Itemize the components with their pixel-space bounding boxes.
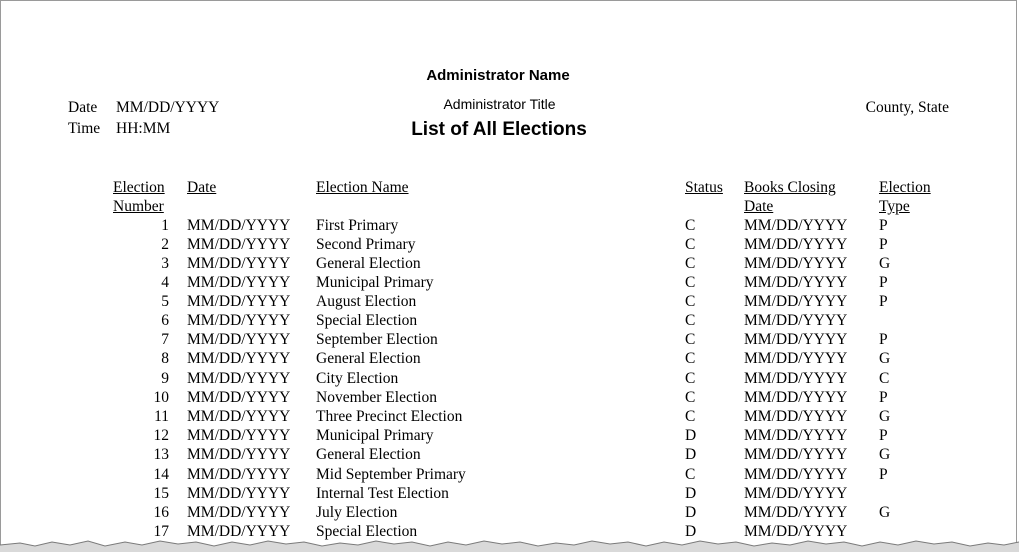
election-number: 7 bbox=[161, 331, 169, 348]
election-date: MM/DD/YYYY bbox=[187, 236, 291, 253]
election-name: Mid September Primary bbox=[316, 466, 466, 483]
election-number: 2 bbox=[161, 236, 169, 253]
column-header-election-number-line1: Election bbox=[113, 179, 165, 196]
books-closing-date: MM/DD/YYYY bbox=[744, 331, 848, 348]
election-status: C bbox=[685, 236, 696, 253]
books-closing-date: MM/DD/YYYY bbox=[744, 485, 848, 502]
election-name: Internal Test Election bbox=[316, 485, 449, 502]
column-header-election-name: Election Name bbox=[316, 179, 409, 196]
column-header-election-type-line1: Election bbox=[879, 179, 931, 196]
table-row bbox=[0, 407, 1019, 426]
table-row bbox=[0, 465, 1019, 484]
table-row bbox=[0, 503, 1019, 522]
election-name: General Election bbox=[316, 255, 421, 272]
election-status: C bbox=[685, 389, 696, 406]
table-row bbox=[0, 426, 1019, 445]
election-type: C bbox=[879, 370, 890, 387]
election-type: P bbox=[879, 217, 888, 234]
table-row bbox=[0, 254, 1019, 273]
election-number: 14 bbox=[153, 466, 169, 483]
election-date: MM/DD/YYYY bbox=[187, 427, 291, 444]
election-status: C bbox=[685, 312, 696, 329]
election-number: 3 bbox=[161, 255, 169, 272]
election-type: G bbox=[879, 504, 891, 521]
column-header-election-number-line2: Number bbox=[113, 198, 164, 215]
election-number: 16 bbox=[153, 504, 169, 521]
election-date: MM/DD/YYYY bbox=[187, 485, 291, 502]
election-status: D bbox=[685, 446, 697, 463]
election-number: 8 bbox=[161, 350, 169, 367]
election-status: D bbox=[685, 523, 697, 540]
administrator-name: Administrator Name bbox=[426, 67, 570, 84]
table-row bbox=[0, 484, 1019, 503]
election-date: MM/DD/YYYY bbox=[187, 350, 291, 367]
election-date: MM/DD/YYYY bbox=[187, 389, 291, 406]
books-closing-date: MM/DD/YYYY bbox=[744, 293, 848, 310]
election-name: Municipal Primary bbox=[316, 274, 434, 291]
column-header-books-closing-line2: Date bbox=[744, 198, 774, 215]
election-number: 13 bbox=[153, 446, 169, 463]
books-closing-date: MM/DD/YYYY bbox=[744, 389, 848, 406]
election-status: C bbox=[685, 370, 696, 387]
election-type: G bbox=[879, 408, 891, 425]
election-type: G bbox=[879, 350, 891, 367]
books-closing-date: MM/DD/YYYY bbox=[744, 255, 848, 272]
table-row bbox=[0, 330, 1019, 349]
election-status: C bbox=[685, 408, 696, 425]
election-name: November Election bbox=[316, 389, 437, 406]
table-row bbox=[0, 445, 1019, 464]
election-date: MM/DD/YYYY bbox=[187, 466, 291, 483]
election-status: D bbox=[685, 427, 697, 444]
books-closing-date: MM/DD/YYYY bbox=[744, 523, 848, 540]
books-closing-date: MM/DD/YYYY bbox=[744, 236, 848, 253]
election-date: MM/DD/YYYY bbox=[187, 255, 291, 272]
election-date: MM/DD/YYYY bbox=[187, 217, 291, 234]
election-status: C bbox=[685, 217, 696, 234]
date-label: Date bbox=[68, 99, 98, 116]
election-name: August Election bbox=[316, 293, 417, 310]
election-name: Special Election bbox=[316, 312, 418, 329]
table-row bbox=[0, 388, 1019, 407]
torn-edge-decoration bbox=[0, 536, 1019, 552]
election-status: D bbox=[685, 504, 697, 521]
election-name: City Election bbox=[316, 370, 399, 387]
election-type: P bbox=[879, 466, 888, 483]
election-name: Three Precinct Election bbox=[316, 408, 463, 425]
election-status: C bbox=[685, 255, 696, 272]
election-name: First Primary bbox=[316, 217, 399, 234]
election-number: 9 bbox=[161, 370, 169, 387]
date-value: MM/DD/YYYY bbox=[116, 99, 220, 116]
books-closing-date: MM/DD/YYYY bbox=[744, 217, 848, 234]
election-status: C bbox=[685, 274, 696, 291]
time-value: HH:MM bbox=[116, 120, 171, 137]
books-closing-date: MM/DD/YYYY bbox=[744, 408, 848, 425]
election-name: General Election bbox=[316, 446, 421, 463]
table-row bbox=[0, 292, 1019, 311]
table-row bbox=[0, 273, 1019, 292]
election-type: P bbox=[879, 331, 888, 348]
election-number: 10 bbox=[153, 389, 169, 406]
election-status: C bbox=[685, 331, 696, 348]
table-row bbox=[0, 216, 1019, 235]
table-row bbox=[0, 349, 1019, 368]
books-closing-date: MM/DD/YYYY bbox=[744, 466, 848, 483]
election-type: P bbox=[879, 236, 888, 253]
table-row bbox=[0, 235, 1019, 254]
election-number: 12 bbox=[153, 427, 169, 444]
election-status: C bbox=[685, 350, 696, 367]
election-date: MM/DD/YYYY bbox=[187, 293, 291, 310]
election-number: 1 bbox=[161, 217, 169, 234]
table-row bbox=[0, 311, 1019, 330]
election-type: G bbox=[879, 446, 891, 463]
election-date: MM/DD/YYYY bbox=[187, 408, 291, 425]
election-number: 4 bbox=[161, 274, 169, 291]
books-closing-date: MM/DD/YYYY bbox=[744, 274, 848, 291]
election-status: C bbox=[685, 293, 696, 310]
election-status: D bbox=[685, 485, 697, 502]
county-state: County, State bbox=[865, 99, 949, 116]
election-number: 6 bbox=[161, 312, 169, 329]
books-closing-date: MM/DD/YYYY bbox=[744, 504, 848, 521]
election-type: P bbox=[879, 293, 888, 310]
election-date: MM/DD/YYYY bbox=[187, 370, 291, 387]
election-date: MM/DD/YYYY bbox=[187, 312, 291, 329]
column-header-status: Status bbox=[685, 179, 723, 196]
column-header-books-closing-line1: Books Closing bbox=[744, 179, 836, 196]
election-name: September Election bbox=[316, 331, 438, 348]
election-name: Second Primary bbox=[316, 236, 416, 253]
election-name: July Election bbox=[316, 504, 398, 521]
administrator-title: Administrator Title bbox=[443, 96, 556, 112]
books-closing-date: MM/DD/YYYY bbox=[744, 312, 848, 329]
election-name: Municipal Primary bbox=[316, 427, 434, 444]
election-type: P bbox=[879, 274, 888, 291]
column-header-election-type-line2: Type bbox=[879, 198, 910, 215]
time-label: Time bbox=[68, 120, 101, 137]
report-title: List of All Elections bbox=[411, 119, 587, 140]
election-number: 17 bbox=[153, 523, 169, 540]
books-closing-date: MM/DD/YYYY bbox=[744, 370, 848, 387]
election-status: C bbox=[685, 466, 696, 483]
election-date: MM/DD/YYYY bbox=[187, 523, 291, 540]
column-header-date: Date bbox=[187, 179, 217, 196]
election-type: G bbox=[879, 255, 891, 272]
books-closing-date: MM/DD/YYYY bbox=[744, 350, 848, 367]
election-date: MM/DD/YYYY bbox=[187, 504, 291, 521]
table-row bbox=[0, 369, 1019, 388]
election-name: Special Election bbox=[316, 523, 418, 540]
books-closing-date: MM/DD/YYYY bbox=[744, 446, 848, 463]
election-number: 15 bbox=[153, 485, 169, 502]
election-date: MM/DD/YYYY bbox=[187, 274, 291, 291]
election-date: MM/DD/YYYY bbox=[187, 446, 291, 463]
election-number: 11 bbox=[154, 408, 169, 425]
election-number: 5 bbox=[161, 293, 169, 310]
election-date: MM/DD/YYYY bbox=[187, 331, 291, 348]
election-name: General Election bbox=[316, 350, 421, 367]
election-type: P bbox=[879, 389, 888, 406]
election-type: P bbox=[879, 427, 888, 444]
books-closing-date: MM/DD/YYYY bbox=[744, 427, 848, 444]
